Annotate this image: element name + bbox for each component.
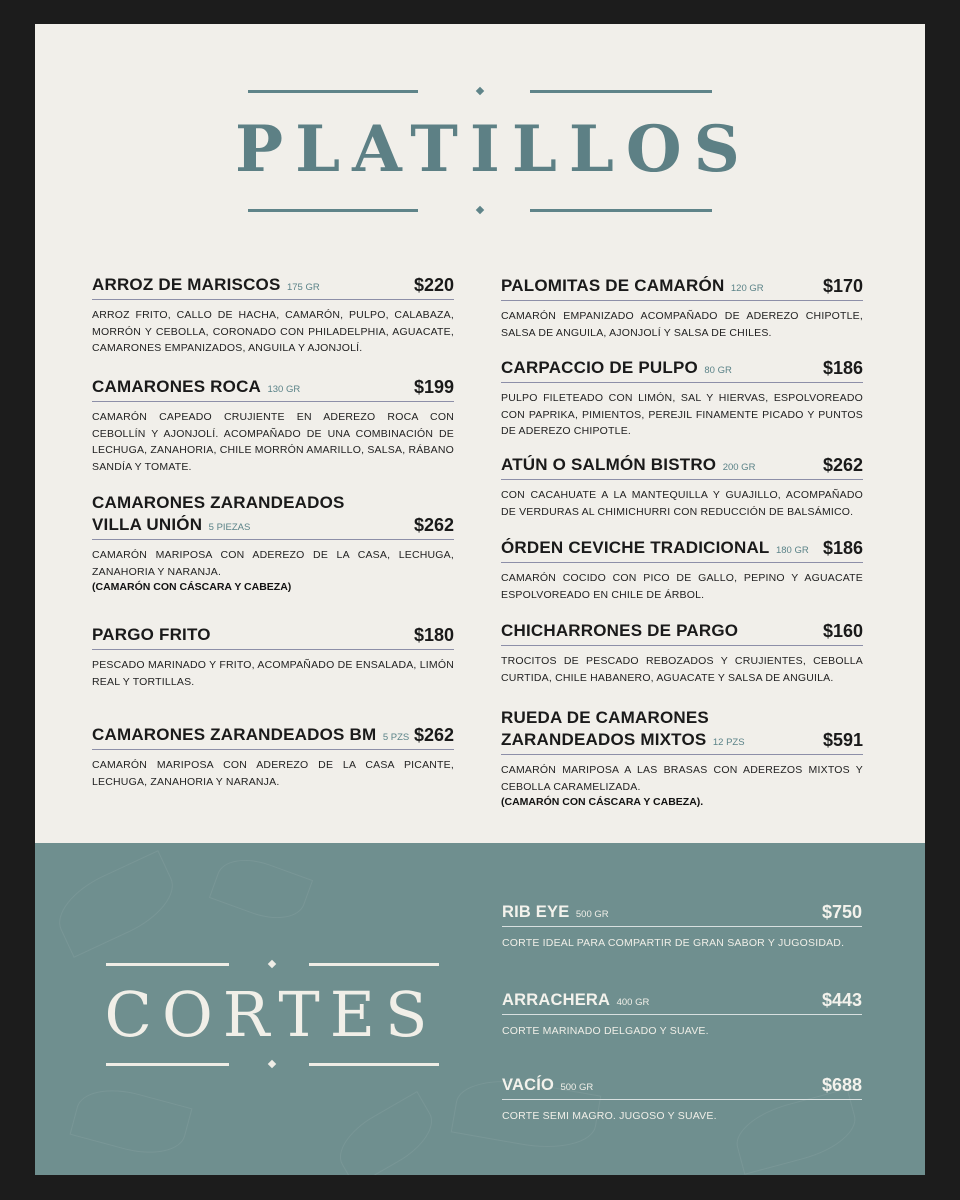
menu-item-rib-eye [502, 901, 862, 952]
menu-item-arroz-de-mariscos [92, 274, 454, 357]
cortes-top-rule-right [309, 963, 439, 966]
item-portion: 12 PZS [712, 737, 745, 748]
menu-item-atun-o-salmon-bistro [501, 454, 863, 520]
item-name: ARROZ DE MARISCOS [92, 275, 281, 294]
item-price: $262 [413, 725, 454, 745]
section-title-cortes: CORTES [104, 978, 438, 1051]
item-description: CAMARÓN MARIPOSA CON ADEREZO DE LA CASA, LECHUGA, ZANAHORIA Y NARANJA. [92, 549, 454, 578]
item-description: CON CACAHUATE A LA MANTEQUILLA Y GUAJILLO, ACOMPAÑADO DE VERDURAS AL CHIMICHURRI CON REDUCCIÓN DE BALSÁMICO. [501, 489, 863, 518]
item-header [501, 357, 863, 383]
item-header [501, 707, 863, 755]
item-header [92, 624, 454, 650]
menu-item-arrachera [502, 989, 862, 1040]
item-name-line-2: ZARANDEADOS MIXTOS [501, 730, 707, 749]
menu-item-chicharrones-de-pargo [501, 620, 863, 686]
item-description: CAMARÓN EMPANIZADO ACOMPAÑADO DE ADEREZO CHIPOTLE, SALSA DE ANGUILA, AJONJOLÍ Y SALSA DE CHILES. [501, 310, 863, 339]
item-header [501, 537, 863, 563]
item-price: $160 [822, 621, 863, 641]
item-name: ÓRDEN CEVICHE TRADICIONAL [501, 538, 770, 557]
item-price: $688 [821, 1075, 862, 1095]
header-top-rule-left [248, 90, 418, 93]
item-price: $220 [413, 275, 454, 295]
item-header [92, 724, 454, 750]
section-title-platillos: PLATILLOS [235, 112, 752, 187]
item-price: $186 [822, 358, 863, 378]
item-header [501, 620, 863, 646]
item-description: CORTE SEMI MAGRO. JUGOSO Y SUAVE. [502, 1110, 717, 1122]
item-note: (CAMARÓN CON CÁSCARA Y CABEZA). [501, 796, 704, 808]
cortes-bottom-rule-left [106, 1063, 229, 1066]
cortes-bottom-rule-right [309, 1063, 439, 1066]
menu-item-carpaccio-de-pulpo [501, 357, 863, 440]
item-portion: 180 GR [775, 545, 809, 556]
item-portion: 400 GR [616, 997, 650, 1008]
item-portion: 120 GR [730, 283, 764, 294]
menu-item-camarones-roca [92, 376, 454, 475]
item-name-line-2: VILLA UNIÓN [92, 515, 203, 534]
item-name: RIB EYE [502, 903, 570, 921]
item-name: CAMARONES ROCA [92, 377, 262, 396]
item-description: CAMARÓN MARIPOSA CON ADEREZO DE LA CASA PICANTE, LECHUGA, ZANAHORIA Y NARANJA. [92, 759, 454, 788]
item-description: ARROZ FRITO, CALLO DE HACHA, CAMARÓN, PULPO, CALABAZA, MORRÓN Y CEBOLLA, CORONADO CON PHILADELPHIA, AGUACATE, CAMARONES EMPANIZADOS, ANGUILA Y AJONJOLÍ. [92, 309, 454, 354]
diamond-ornament [476, 87, 484, 95]
item-note: (CAMARÓN CON CÁSCARA Y CABEZA) [92, 581, 292, 593]
item-name: CHICHARRONES DE PARGO [501, 621, 739, 640]
item-portion: 130 GR [267, 384, 301, 395]
item-header [92, 274, 454, 300]
menu-item-vacio [502, 1074, 862, 1125]
item-header [92, 492, 454, 540]
diamond-ornament [476, 206, 484, 214]
item-description: CAMARÓN COCIDO CON PICO DE GALLO, PEPINO Y AGUACATE ESPOLVOREADO EN CHILE DE ÁRBOL. [501, 572, 863, 601]
leaf-decoration [70, 1079, 193, 1163]
item-description: TROCITOS DE PESCADO REBOZADOS Y CRUJIENTES, CEBOLLA CURTIDA, CHILE HABANERO, AGUACATE Y SALSA DE ANGUILA. [501, 655, 863, 684]
item-header [501, 454, 863, 480]
item-name: CAMARONES ZARANDEADOS BM [92, 725, 377, 744]
item-header [501, 275, 863, 301]
leaf-decoration [329, 1091, 443, 1175]
menu-item-rueda-de-camarones [501, 707, 863, 810]
item-header [92, 376, 454, 402]
item-price: $170 [822, 276, 863, 296]
platillos-header [35, 24, 925, 234]
item-portion: 5 PIEZAS [208, 522, 251, 533]
item-price: $199 [413, 377, 454, 397]
menu-item-palomitas-de-camaron [501, 275, 863, 341]
item-portion: 500 GR [560, 1082, 594, 1093]
item-name: RUEDA DE CAMARONES [501, 708, 709, 727]
item-description: CORTE MARINADO DELGADO Y SUAVE. [502, 1025, 709, 1037]
menu-item-pargo-frito [92, 624, 454, 690]
item-description: PULPO FILETEADO CON LIMÓN, SAL Y HIERVAS, ESPOLVOREADO CON PAPRIKA, PIMIENTOS, PEREJIL FINAMENTE PICADO Y PUNTOS DE ADEREZO CHIPOTLE. [501, 392, 863, 437]
leaf-decoration [48, 850, 185, 958]
item-price: $750 [821, 902, 862, 922]
diamond-ornament [268, 1060, 276, 1068]
leaf-decoration [209, 849, 313, 929]
menu-item-orden-ceviche-tradicional [501, 537, 863, 603]
item-description: CAMARÓN CAPEADO CRUJIENTE EN ADEREZO ROCA CON CEBOLLÍN Y AJONJOLÍ. ACOMPAÑADO DE UNA COMBINACIÓN DE LECHUGA, ZANAHORIA, CHILE MORRÓN AMARILLO, SALSA, RÁBANO SANDÍA Y TOMATE. [92, 411, 454, 473]
header-bottom-rule-right [530, 209, 712, 212]
item-price: $180 [413, 625, 454, 645]
menu-page [35, 24, 925, 1175]
item-description: PESCADO MARINADO Y FRITO, ACOMPAÑADO DE ENSALADA, LIMÓN REAL Y TORTILLAS. [92, 659, 454, 688]
item-name: VACÍO [502, 1076, 555, 1094]
item-name: ARRACHERA [502, 991, 611, 1009]
diamond-ornament [268, 960, 276, 968]
item-price: $591 [822, 730, 863, 750]
item-price: $262 [822, 455, 863, 475]
item-portion: 175 GR [286, 282, 320, 293]
item-portion: 5 PZS [382, 732, 410, 743]
item-name: CARPACCIO DE PULPO [501, 358, 698, 377]
item-price: $262 [413, 515, 454, 535]
header-top-rule-right [530, 90, 712, 93]
cortes-section [35, 843, 925, 1175]
menu-item-camarones-zarandeados-villa-union [92, 492, 454, 595]
cortes-top-rule-left [106, 963, 229, 966]
item-name: ATÚN O SALMÓN BISTRO [501, 455, 717, 474]
item-name: PALOMITAS DE CAMARÓN [501, 276, 725, 295]
item-price: $443 [821, 990, 862, 1010]
item-portion: 500 GR [575, 909, 609, 920]
header-bottom-rule-left [248, 209, 418, 212]
item-description: CAMARÓN MARIPOSA A LAS BRASAS CON ADEREZOS MIXTOS Y CEBOLLA CARAMELIZADA. [501, 764, 863, 793]
item-price: $186 [822, 538, 863, 558]
item-portion: 200 GR [722, 462, 756, 473]
item-header [502, 1074, 862, 1100]
item-name: CAMARONES ZARANDEADOS [92, 493, 345, 512]
item-description: CORTE IDEAL PARA COMPARTIR DE GRAN SABOR Y JUGOSIDAD. [502, 937, 845, 949]
item-name: PARGO FRITO [92, 625, 211, 644]
item-header [502, 989, 862, 1015]
item-portion: 80 GR [704, 365, 732, 376]
item-header [502, 901, 862, 927]
menu-item-camarones-zarandeados-bm [92, 724, 454, 790]
